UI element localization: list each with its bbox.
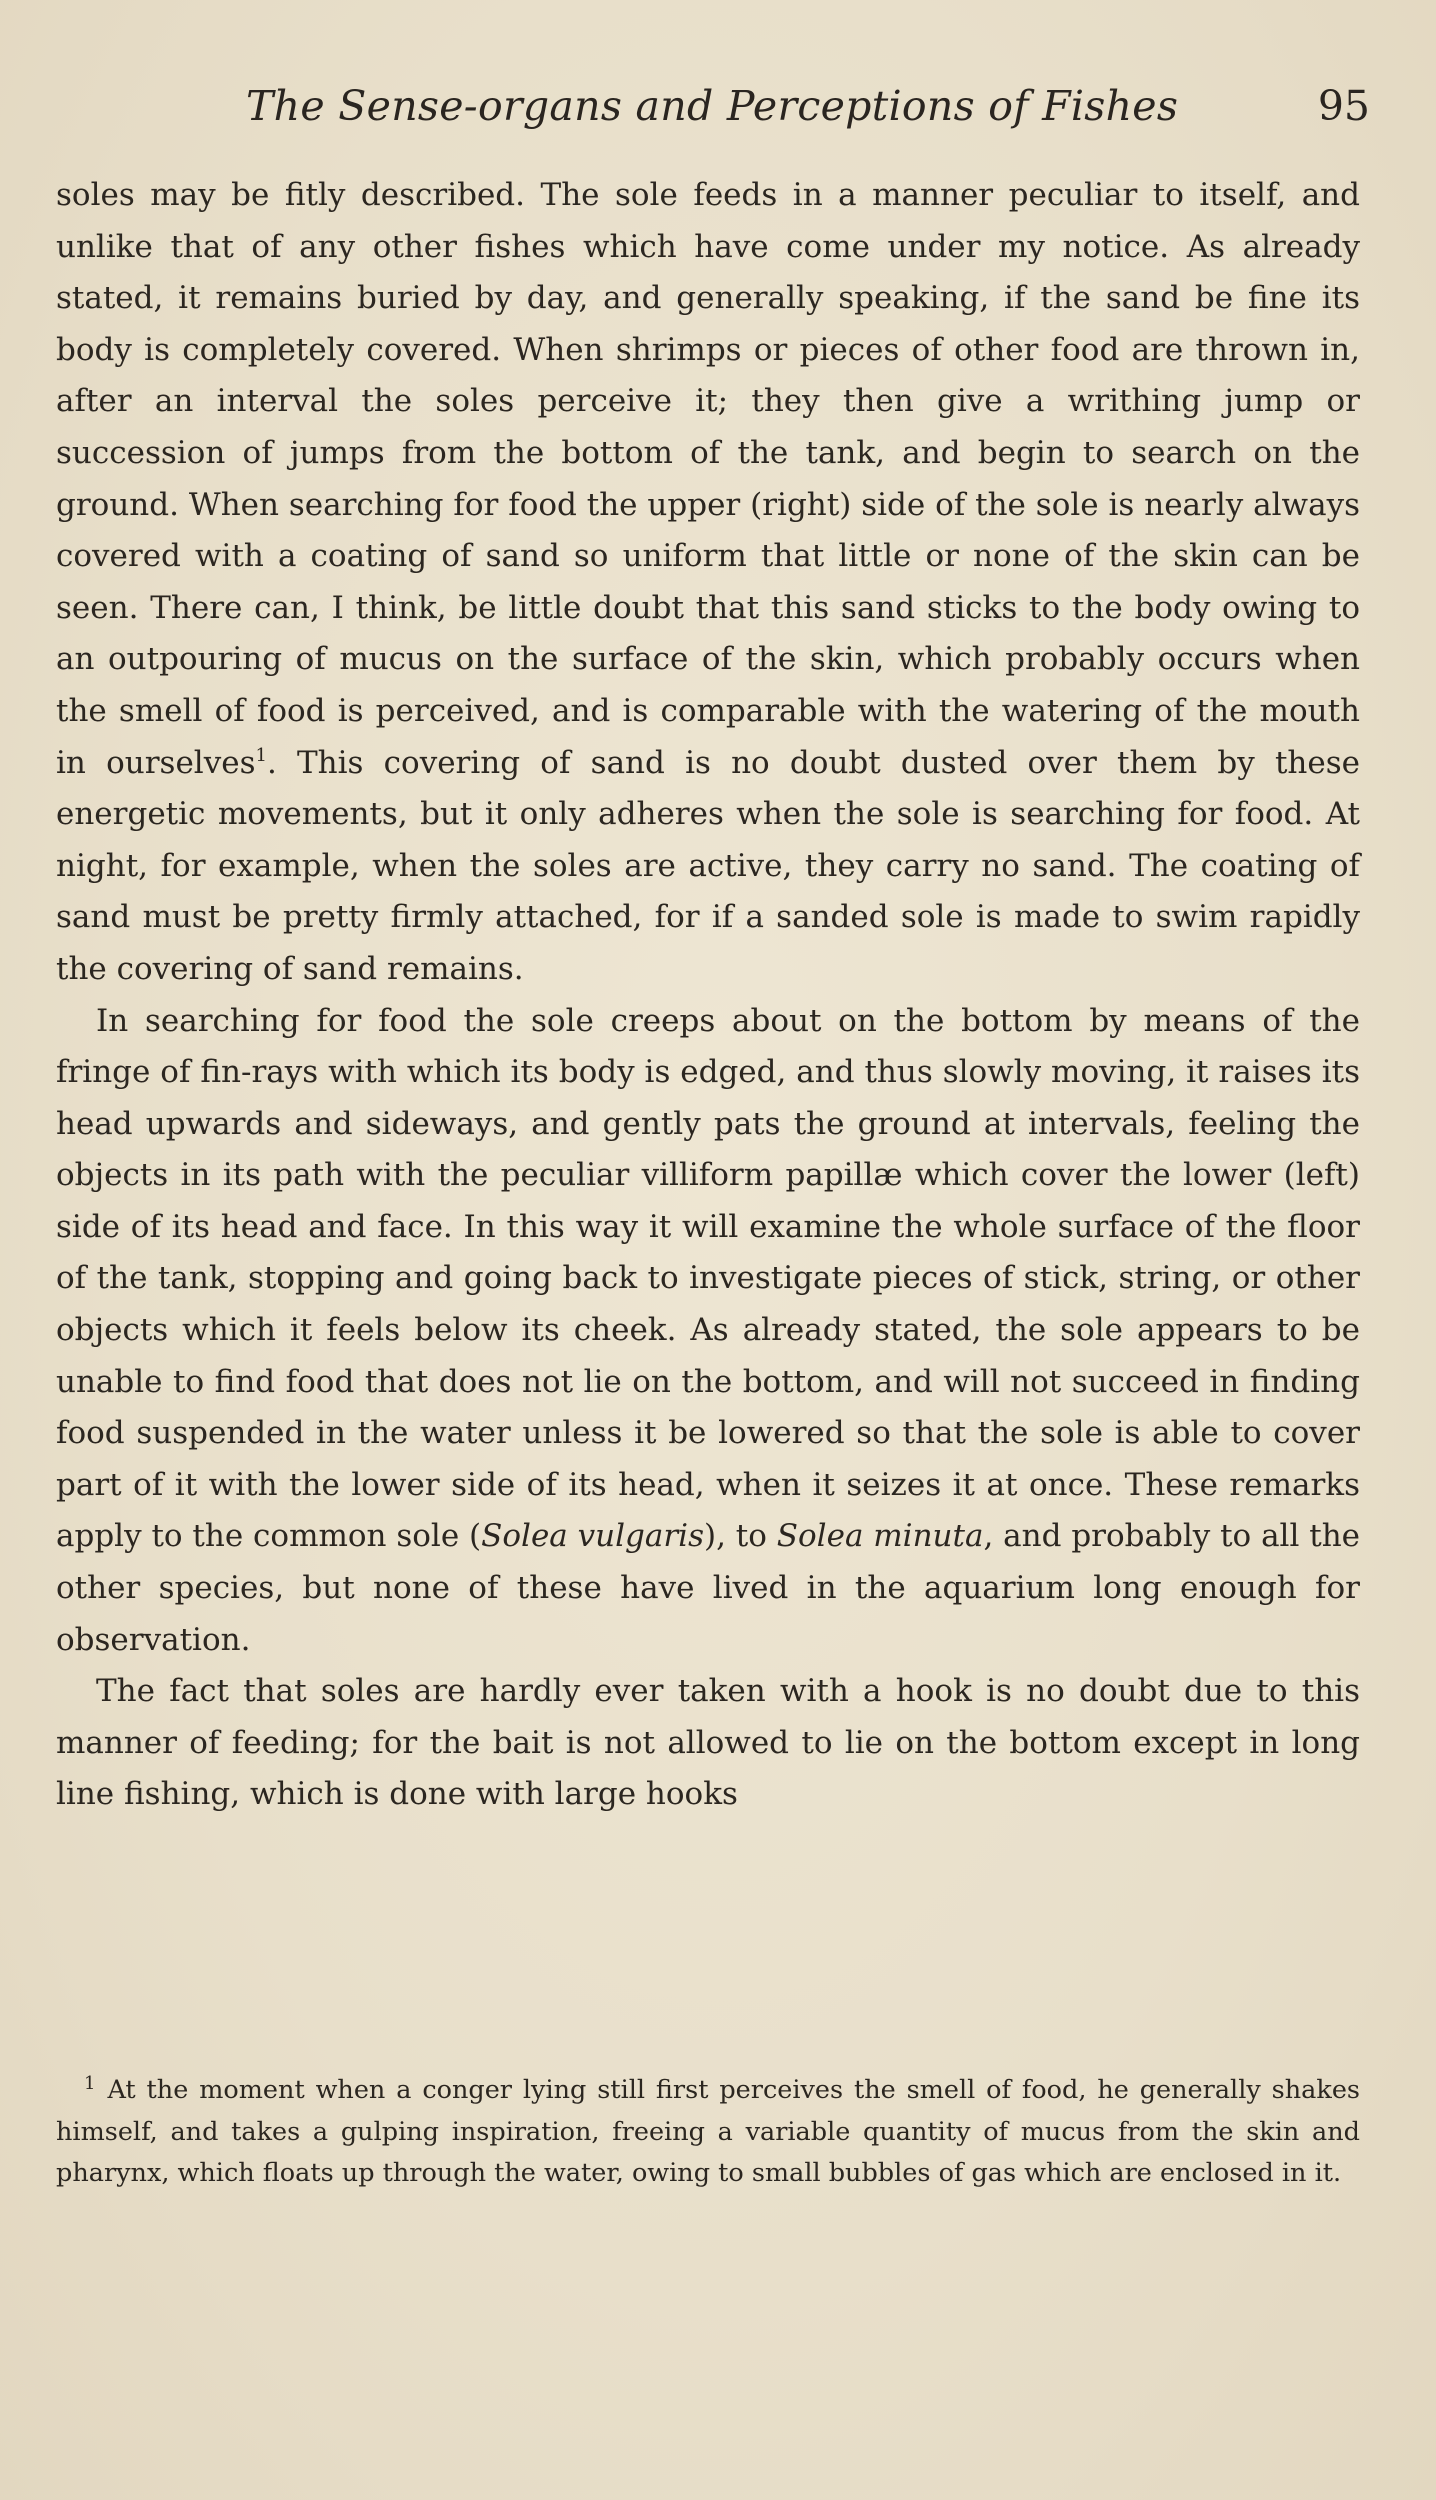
paragraph-1-text: soles may be fitly described. The sole feeds in a manner peculiar to itself, and unlike that of any other fishes which have come under my notice. As already stated, it remains buried by day, and generally speaking, if the sand be fine its body is completely covered. When shrimps or pieces of other food are thrown in, after an interval the soles perceive it; they then give a writhing jump or succession of jumps from the bottom of the tank, and begin to search on the ground. When searching for food the upper (right) side of the sole is nearly always covered with a coating of sand so uniform that little or none of the skin can be seen. There can, I think, be little doubt that this sand sticks to the body owing to an outpouring of mucus on the surface of the skin, which probably occurs when the smell of food is perceived, and is comparable with the watering of the mouth in ourselves	[56, 177, 1360, 781]
paragraph-2	[56, 996, 1360, 1667]
paragraph-2-text-connector: ), to	[704, 1518, 777, 1555]
paragraph-3-text: The fact that soles are hardly ever taken with a hook is no doubt due to this manner of feeding; for the bait is not allowed to lie on the bottom except in long line fishing, which is done with large hooks	[56, 1673, 1360, 1813]
paragraph-2-text: In searching for food the sole creeps about on the bottom by means of the fringe of fin-rays with which its body is edged, and thus slowly moving, it raises its head upwards and sideways, and gently pats the ground at intervals, feeling the objects in its path with the peculiar villiform papillæ which cover the lower (left) side of its head and face. In this way it will examine the whole surface of the floor of the tank, stopping and going back to investigate pieces of stick, string, or other objects which it feels below its cheek. As already stated, the sole appears to be unable to find food that does not lie on the bottom, and will not succeed in finding food suspended in the water unless it be lowered so that the sole is able to cover part of it with the lower side of its head, when it seizes it at once. These remarks apply to the common sole (	[56, 1002, 1360, 1555]
paragraph-3	[56, 1666, 1360, 1821]
running-title: The Sense-organs and Perceptions of Fishes	[246, 82, 1179, 130]
paragraph-1	[56, 170, 1360, 996]
species-name-solea-vulgaris: Solea vulgaris	[481, 1518, 704, 1555]
footnote-mark: 1	[84, 2073, 96, 2094]
page-header	[56, 82, 1370, 152]
page-number: 95	[1317, 82, 1370, 130]
body-text	[56, 170, 1360, 1821]
footnote-text: At the moment when a conger lying still first perceives the smell of food, he generally shakes himself, and takes a gulping inspiration, freeing a variable quantity of mucus from the skin and pharynx, which floats up through the water, owing to small bubbles of gas which are enclosed in it.	[56, 2075, 1360, 2188]
species-name-solea-minuta: Solea minuta	[776, 1518, 984, 1555]
footnote	[56, 2063, 1360, 2195]
footnote-reference: 1	[255, 744, 267, 766]
paragraph-1-text-continued: . This covering of sand is no doubt dusted over them by these energetic movements, but it only adheres when the sole is searching for food. At night, for example, when the soles are active, they carry no sand. The coating of sand must be pretty firmly attached, for if a sanded sole is made to swim rapidly the covering of sand remains.	[56, 744, 1361, 987]
paragraph-2-text-end: , and probably to all the other species, but none of these have lived in the aquarium long enough for observation.	[56, 1518, 1361, 1658]
